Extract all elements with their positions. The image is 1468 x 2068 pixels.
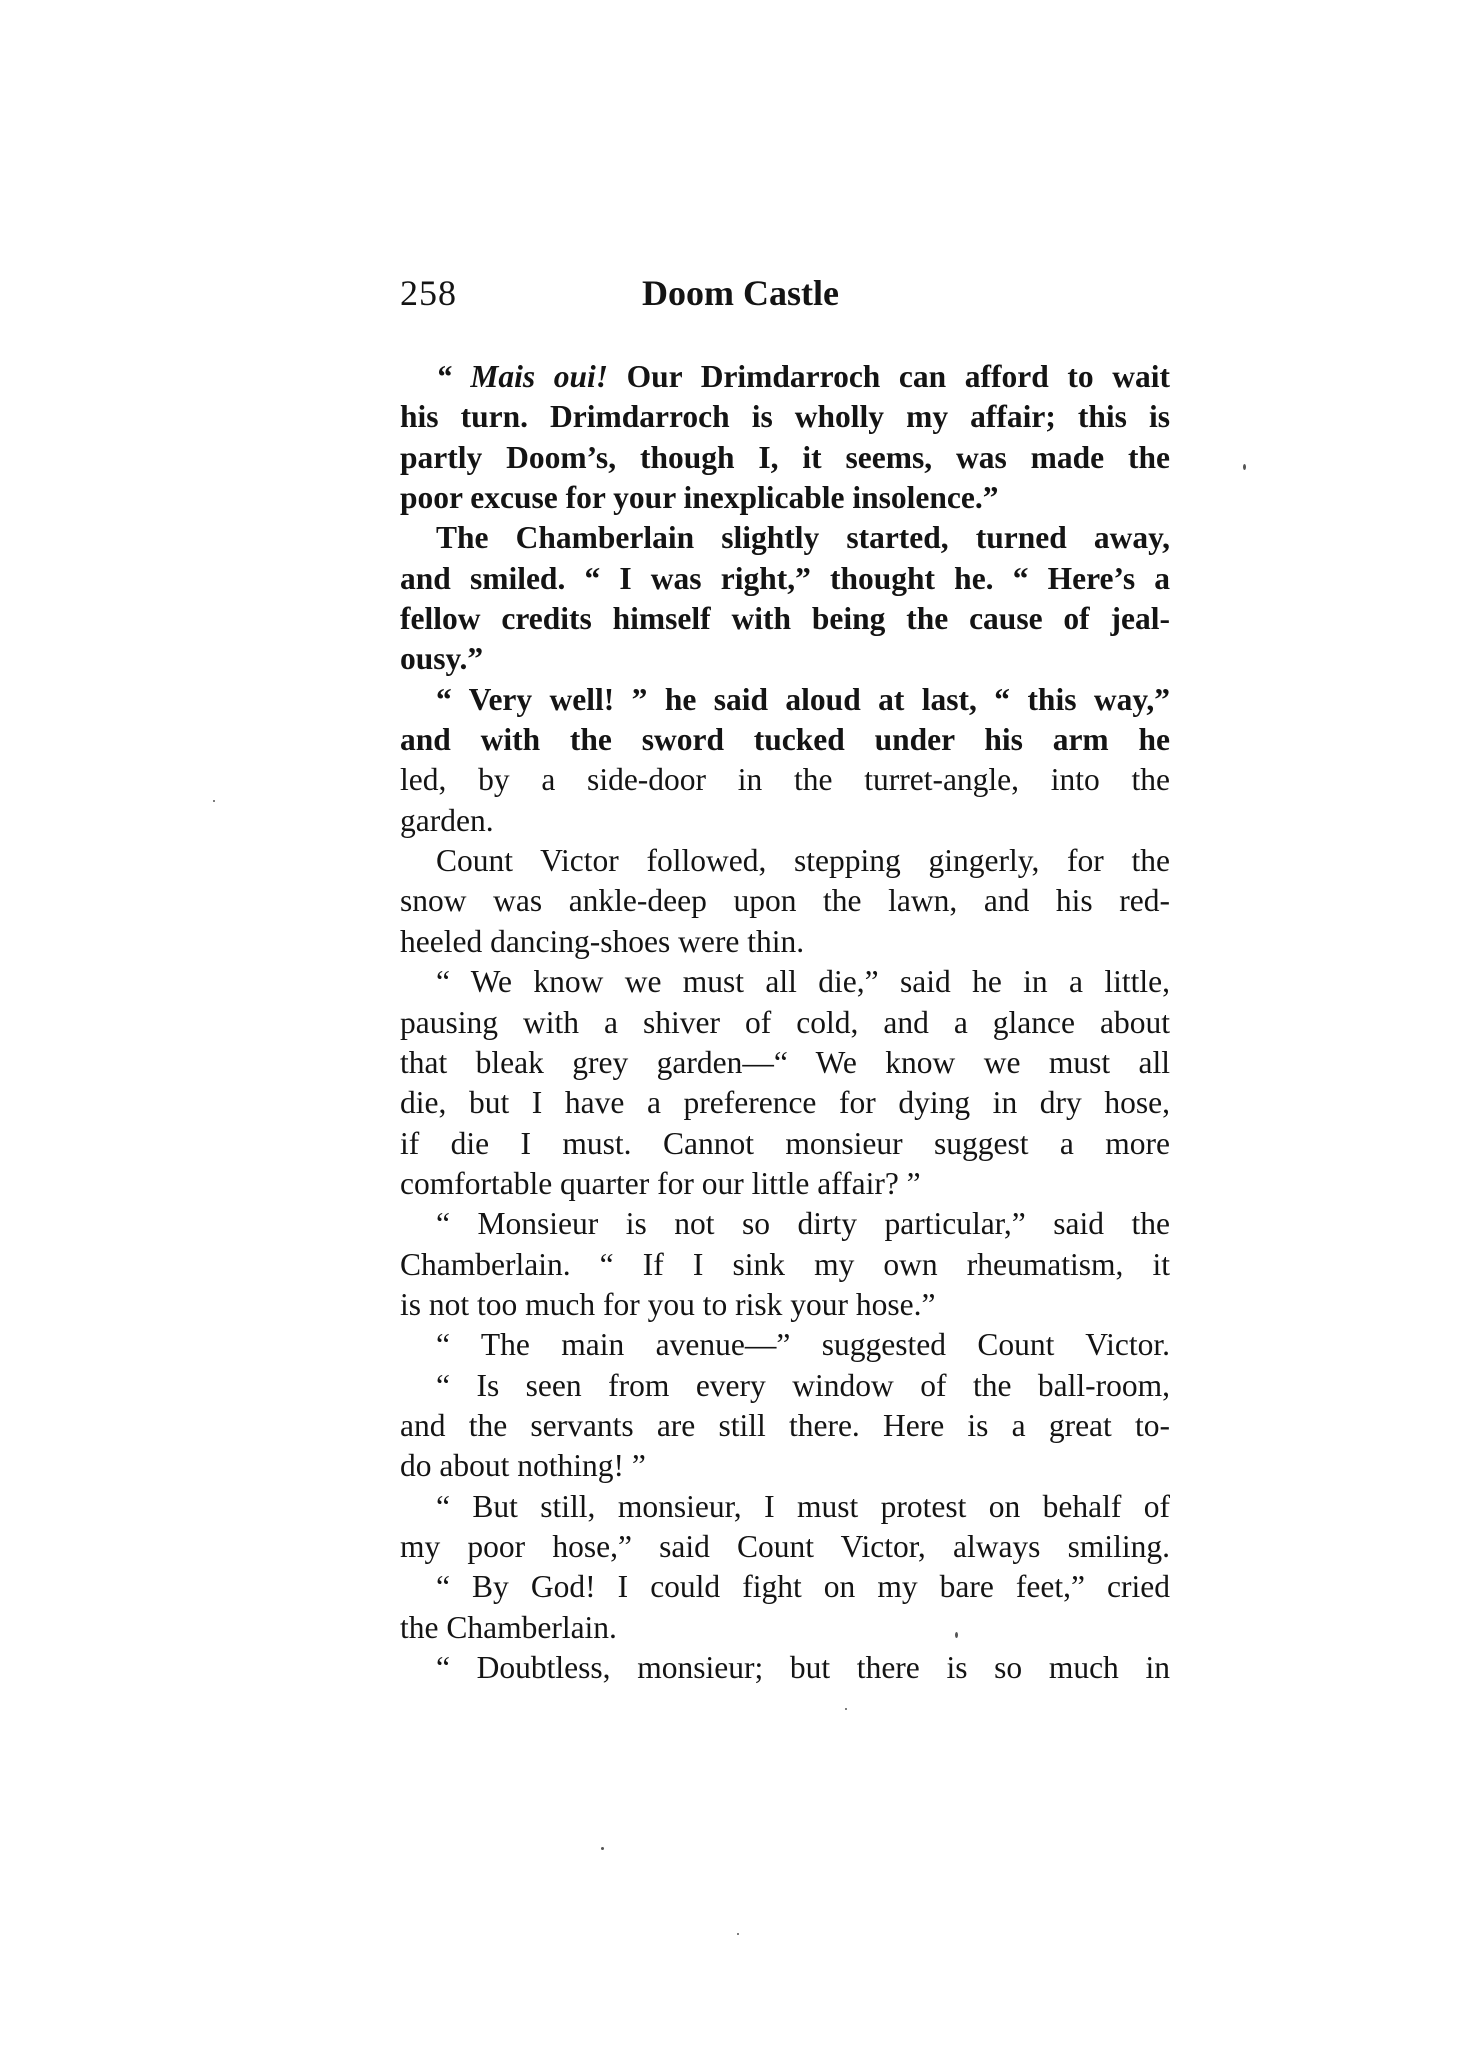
text-line: if die I must. Cannot monsieur suggest a more xyxy=(400,1125,1170,1161)
line-rest: Our Drimdarroch can afford to wait xyxy=(608,359,1170,394)
text-line: ousy.” xyxy=(400,641,484,677)
text-line xyxy=(400,357,1170,397)
text-line: is not too much for you to risk your hose.” xyxy=(400,1286,936,1322)
text-line: heeled dancing-shoes were thin. xyxy=(400,923,805,959)
text-line: partly Doom’s, though I, it seems, was made the xyxy=(400,439,1170,475)
text-line: fellow credits himself with being the cause of jeal- xyxy=(400,601,1170,637)
text-line: and smiled. “ I was right,” thought he. “ Here’s a xyxy=(400,560,1170,596)
text-line: The Chamberlain slightly started, turned away, xyxy=(436,520,1170,556)
scan-speck xyxy=(845,1708,847,1710)
text-line: led, by a side-door in the turret-angle, into the xyxy=(400,762,1170,798)
scan-speck xyxy=(737,1933,739,1935)
page-header xyxy=(400,272,1170,320)
text-line: his turn. Drimdarroch is wholly my affair; this is xyxy=(400,399,1170,435)
text-line: snow was ankle-deep upon the lawn, and his red- xyxy=(400,883,1170,919)
text-line: “ We know we must all die,” said he in a little, xyxy=(436,964,1170,1000)
text-line: the Chamberlain. xyxy=(400,1609,617,1645)
scan-speck xyxy=(601,1847,604,1850)
body-text xyxy=(400,357,1170,1688)
text-line: “ But still, monsieur, I must protest on behalf of xyxy=(436,1488,1170,1524)
text-line: “ Very well! ” he said aloud at last, “ this way,” xyxy=(436,681,1170,717)
text-line: “ Monsieur is not so dirty particular,” said the xyxy=(436,1206,1170,1242)
text-line: “ The main avenue—” suggested Count Victor. xyxy=(436,1327,1170,1363)
scan-speck xyxy=(213,800,215,802)
scan-speck xyxy=(955,1632,958,1638)
text-line: “ Is seen from every window of the ball-room, xyxy=(436,1367,1170,1403)
scan-speck xyxy=(1243,464,1246,470)
text-line: my poor hose,” said Count Victor, always smiling. xyxy=(400,1528,1170,1564)
text-line: die, but I have a preference for dying in dry hose, xyxy=(400,1085,1170,1121)
text-line: and with the sword tucked under his arm he xyxy=(400,722,1170,758)
running-title: Doom Castle xyxy=(642,273,839,313)
page-number: 258 xyxy=(400,273,457,313)
text-line: and the servants are still there. Here is a great to- xyxy=(400,1407,1170,1443)
text-line: do about nothing! ” xyxy=(400,1448,646,1484)
text-line: garden. xyxy=(400,802,494,838)
text-line: Chamberlain. “ If I sink my own rheumatism, it xyxy=(400,1246,1170,1282)
text-line: comfortable quarter for our little affair? ” xyxy=(400,1165,921,1201)
text-line: poor excuse for your inexplicable insolence.” xyxy=(400,480,999,516)
text-line: Count Victor followed, stepping gingerly, for the xyxy=(436,843,1170,879)
text-line: “ Doubtless, monsieur; but there is so much in xyxy=(436,1650,1170,1685)
text-line: pausing with a shiver of cold, and a glance about xyxy=(400,1004,1170,1040)
text-line: that bleak grey garden—“ We know we must all xyxy=(400,1044,1170,1080)
text-line: “ By God! I could fight on my bare feet,” cried xyxy=(436,1569,1170,1605)
italic-phrase: “ Mais oui! xyxy=(436,359,609,394)
